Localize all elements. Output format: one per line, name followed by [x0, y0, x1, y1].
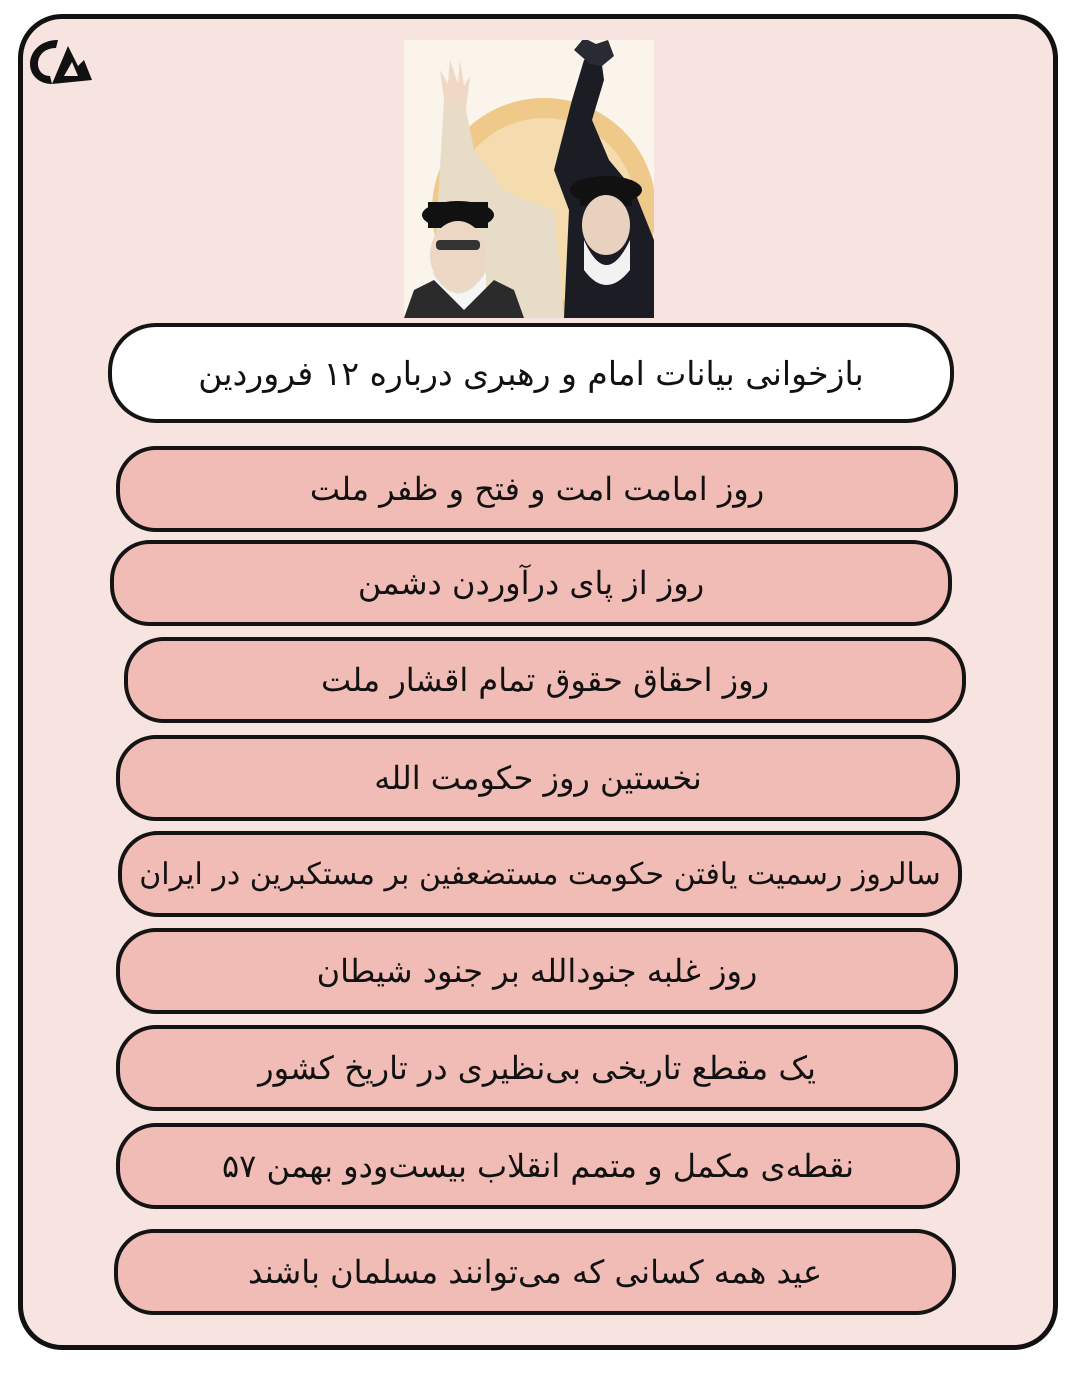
list-item: یک مقطع تاریخی بی‌نظیری در تاریخ کشور: [116, 1025, 958, 1111]
list-item: روز امامت امت و فتح و ظفر ملت: [116, 446, 958, 532]
page-title: بازخوانی بیانات امام و رهبری درباره ۱۲ فروردین: [108, 323, 954, 423]
list-item: نقطه‌ی مکمل و متمم انقلاب بیست‌ودو بهمن ۵۷: [116, 1123, 960, 1209]
logo-icon: [28, 36, 94, 86]
leaders-photo: [404, 40, 654, 318]
list-item: سالروز رسمیت یافتن حکومت مستضعفین بر مستکبرین در ایران: [118, 831, 962, 917]
list-item: روز احقاق حقوق تمام اقشار ملت: [124, 637, 966, 723]
list-item: نخستین روز حکومت الله: [116, 735, 960, 821]
list-item: عید همه کسانی که می‌توانند مسلمان باشند: [114, 1229, 956, 1315]
list-item: روز از پای درآوردن دشمن: [110, 540, 952, 626]
list-item: روز غلبه جنودالله بر جنود شیطان: [116, 928, 958, 1014]
